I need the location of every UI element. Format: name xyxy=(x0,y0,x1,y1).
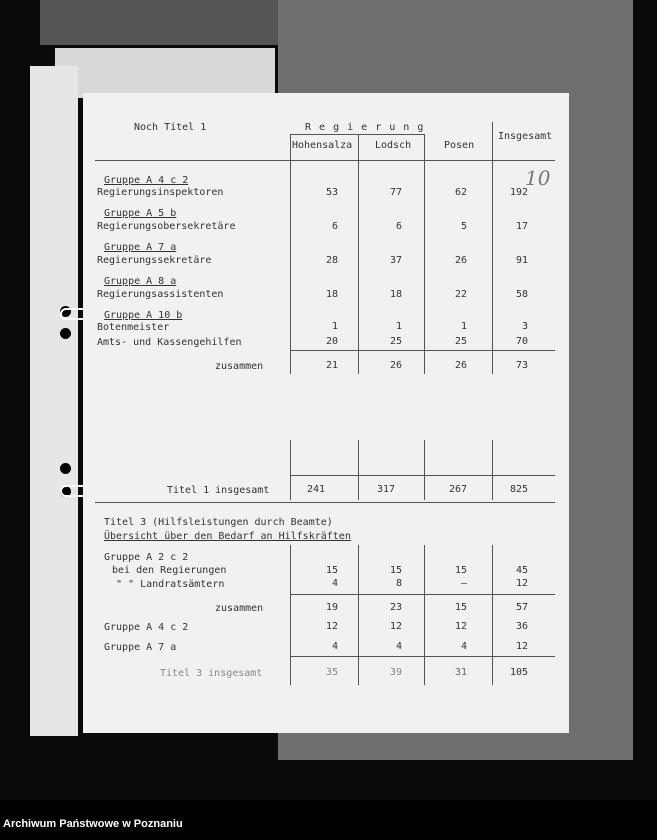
cell: – xyxy=(460,578,467,589)
cell: 20 xyxy=(325,336,338,347)
col-posen: Posen xyxy=(444,140,475,151)
cell: 19 xyxy=(325,602,338,613)
row-label: Regierungsobersekretäre xyxy=(97,221,236,232)
cell: 57 xyxy=(515,602,528,613)
cell: 4 xyxy=(331,578,338,589)
cell: 18 xyxy=(325,289,338,300)
cell: 105 xyxy=(509,667,528,678)
binding-strip xyxy=(30,66,78,736)
noch-titel: Noch Titel 1 xyxy=(134,122,207,133)
total-rule xyxy=(290,475,555,476)
row-label: Regierungssekretäre xyxy=(97,255,212,266)
cell: 12 xyxy=(389,621,402,632)
cell: 825 xyxy=(509,484,528,495)
archive-footer: Archiwum Państwowe w Poznaniu xyxy=(3,818,183,830)
cell: 58 xyxy=(515,289,528,300)
cell: 25 xyxy=(454,336,467,347)
column-rule xyxy=(424,134,425,374)
subtotal-rule xyxy=(290,594,555,595)
titel3-total-label: Titel 3 insgesamt xyxy=(160,668,263,679)
row-label: Gruppe A 7 a xyxy=(104,642,177,653)
column-rule xyxy=(290,545,291,685)
cell: 35 xyxy=(325,667,338,678)
group-label: Gruppe A 8 a xyxy=(104,276,177,287)
cell: 8 xyxy=(395,578,402,589)
cell: 12 xyxy=(454,621,467,632)
cell: 1 xyxy=(395,321,402,332)
row-label: Botenmeister xyxy=(97,322,170,333)
cell: 1 xyxy=(460,321,467,332)
zusammen-label: zusammen xyxy=(215,361,264,372)
punch-hole xyxy=(60,463,71,474)
cell: 4 xyxy=(460,641,467,652)
col-lodsch: Lodsch xyxy=(375,140,412,151)
cell: 77 xyxy=(389,187,402,198)
cell: 267 xyxy=(448,484,467,495)
total-rule xyxy=(290,656,555,657)
column-rule xyxy=(358,545,359,685)
section-divider xyxy=(95,502,555,503)
cell: 23 xyxy=(389,602,402,613)
cell: 45 xyxy=(515,565,528,576)
cell: 1 xyxy=(331,321,338,332)
header-rule xyxy=(290,134,424,135)
col-hohensalza: Hohensalza xyxy=(292,140,353,151)
cell: 22 xyxy=(454,289,467,300)
cell: 70 xyxy=(515,336,528,347)
row-label: " " Landratsämtern xyxy=(116,579,225,590)
cell: 6 xyxy=(331,221,338,232)
cell: 36 xyxy=(515,621,528,632)
cell: 15 xyxy=(454,565,467,576)
col-insgesamt: Insgesamt xyxy=(498,131,553,142)
subtotal-rule xyxy=(290,350,555,351)
cell: 12 xyxy=(325,621,338,632)
zusammen-label: zusammen xyxy=(215,603,264,614)
row-label: Regierungsassistenten xyxy=(97,289,224,300)
cell: 15 xyxy=(325,565,338,576)
cell: 15 xyxy=(454,602,467,613)
header-divider xyxy=(95,160,555,161)
row-label: Gruppe A 4 c 2 xyxy=(104,622,189,633)
folder-edge xyxy=(55,48,275,98)
group-label: Gruppe A 7 a xyxy=(104,242,177,253)
group-label: Gruppe A 5 b xyxy=(104,208,177,219)
cell: 12 xyxy=(515,578,528,589)
backing-sheet-top xyxy=(40,0,280,45)
cell: 31 xyxy=(454,667,467,678)
regierung-heading: R e g i e r u n g xyxy=(305,122,425,133)
cell: 241 xyxy=(306,484,325,495)
column-rule xyxy=(424,440,425,500)
cell: 26 xyxy=(389,360,402,371)
punch-hole xyxy=(60,328,71,339)
row-label: Amts- und Kassengehilfen xyxy=(97,337,242,348)
group-label: Gruppe A 2 c 2 xyxy=(104,552,189,563)
cell: 73 xyxy=(515,360,528,371)
titel1-total-label: Titel 1 insgesamt xyxy=(167,485,270,496)
row-label: Regierungsinspektoren xyxy=(97,187,224,198)
column-rule xyxy=(290,134,291,374)
cell: 26 xyxy=(454,255,467,266)
cell: 18 xyxy=(389,289,402,300)
cell: 21 xyxy=(325,360,338,371)
group-label: Gruppe A 4 c 2 xyxy=(104,175,189,186)
cell: 4 xyxy=(395,641,402,652)
cell: 12 xyxy=(515,641,528,652)
cell: 37 xyxy=(389,255,402,266)
cell: 15 xyxy=(389,565,402,576)
cell: 28 xyxy=(325,255,338,266)
cell: 17 xyxy=(515,221,528,232)
cell: 62 xyxy=(454,187,467,198)
cell: 5 xyxy=(460,221,467,232)
cell: 39 xyxy=(389,667,402,678)
cell: 91 xyxy=(515,255,528,266)
cell: 53 xyxy=(325,187,338,198)
column-rule xyxy=(424,545,425,685)
cell: 192 xyxy=(509,187,528,198)
titel3-heading: Titel 3 (Hilfsleistungen durch Beamte) xyxy=(104,517,333,528)
row-label: bei den Regierungen xyxy=(112,565,227,576)
group-label: Gruppe A 10 b xyxy=(104,310,183,321)
handwritten-page-number: 10 xyxy=(525,166,551,190)
titel3-subheading: Übersicht über den Bedarf an Hilfskräften xyxy=(104,531,351,542)
cell: 25 xyxy=(389,336,402,347)
cell: 317 xyxy=(376,484,395,495)
cell: 4 xyxy=(331,641,338,652)
cell: 6 xyxy=(395,221,402,232)
column-rule xyxy=(358,134,359,374)
cell: 26 xyxy=(454,360,467,371)
cell: 3 xyxy=(521,321,528,332)
